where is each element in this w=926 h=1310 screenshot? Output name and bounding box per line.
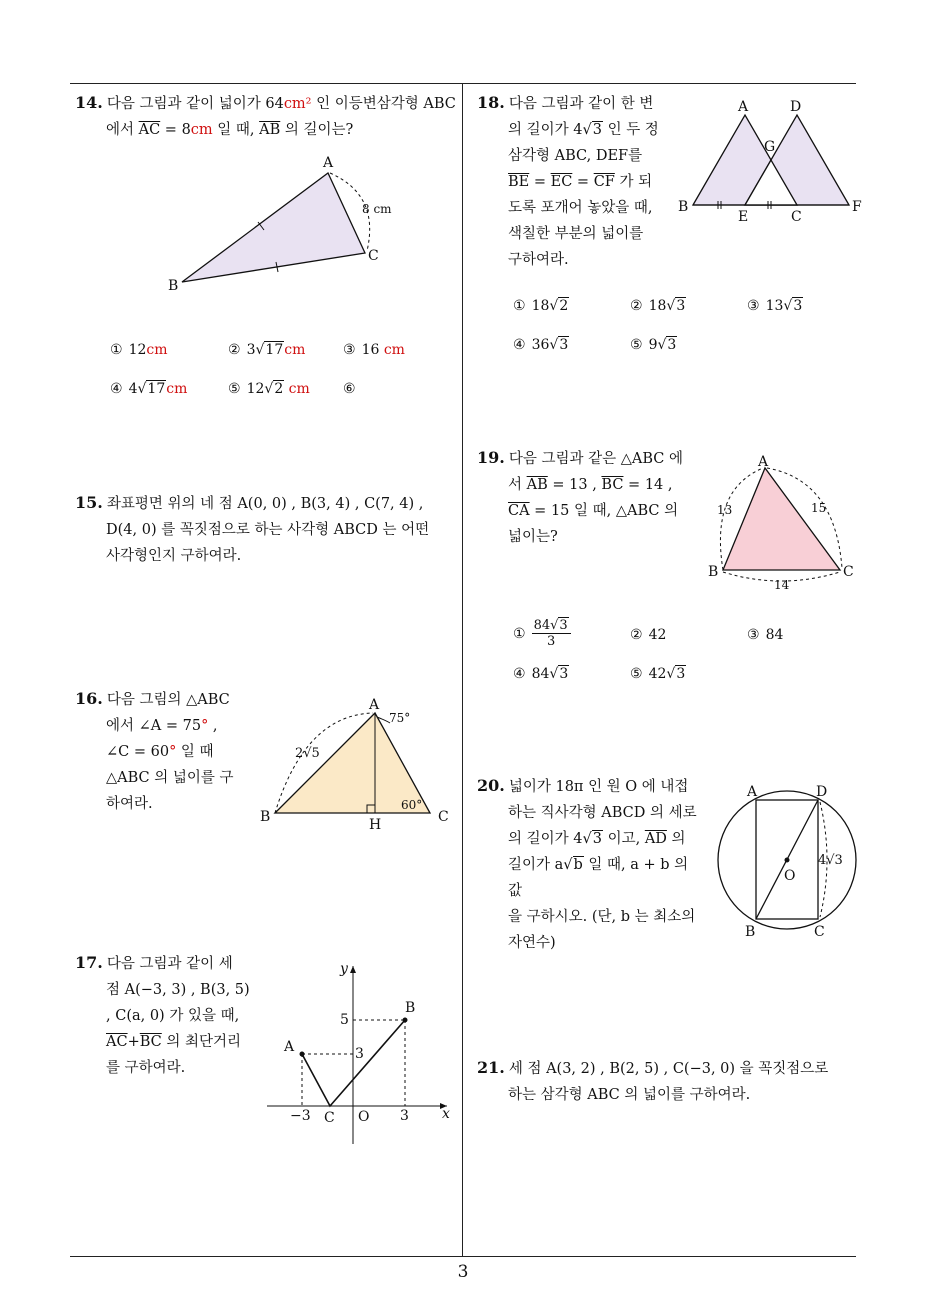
question-21: 21. 세 점 A(3, 2) , B(2, 5) , C(−3, 0) 을 꼭짓점으로 하는 삼각형 ABC 의 넓이를 구하여라. <box>477 1058 829 1103</box>
q14-figure <box>160 150 400 300</box>
svg-text:15: 15 <box>811 501 827 515</box>
question-18: 18. 다음 그림과 같이 한 변 의 길이가 4√3 인 두 정 삼각형 ABC, DEF를 $\overline{BE} = \overline{EC} = \overline{CF}$ 가 되 도록 포개어 놓았을 때, 색칠한 부분의 넓이를 구하여라. <box>477 93 659 268</box>
svg-text:G: G <box>764 139 776 155</box>
q14-choice-6[interactable]: ⑥ <box>343 381 356 397</box>
q14-choice-2[interactable]: ② 3√17cm <box>228 342 306 358</box>
q16-angle-c: 60° <box>401 798 423 812</box>
svg-text:A: A <box>758 454 769 470</box>
q14-choice-4[interactable]: ④ 4√17cm <box>110 381 188 397</box>
q18-choice-5[interactable]: ⑤ 9√3 <box>630 337 677 353</box>
q19-choice-2[interactable]: ② 42 <box>630 627 667 643</box>
svg-text:B: B <box>708 564 719 580</box>
svg-text:A: A <box>747 784 758 800</box>
page-number: 3 <box>457 1262 469 1282</box>
svg-text:C: C <box>843 564 854 580</box>
question-15: 15. 좌표평면 위의 네 점 A(0, 0) , B(3, 4) , C(7, 4) , D(4, 0) 를 꼭짓점으로 하는 사각형 ABCD 는 어떤 사각형인지 구하여라. <box>75 493 430 564</box>
q18-choice-3[interactable]: ③ 13√3 <box>747 298 803 314</box>
q14-side-label: 8 cm <box>362 202 392 216</box>
svg-text:x: x <box>442 1106 450 1122</box>
q14-choice-1[interactable]: ① 12cm <box>110 342 168 358</box>
question-19: 19. 다음 그림과 같은 △ABC 에 서 $\overline{AB} = 13$ , $\overline{BC} = 14$ , $\overline{CA} = 15$ 일 때, △ABC 의 넓이는? <box>477 448 683 545</box>
svg-text:4√3: 4√3 <box>818 853 843 868</box>
q14-label-b: B <box>168 278 179 294</box>
q16-label-c: C <box>438 809 449 825</box>
q16-angle-a: 75° <box>389 711 411 725</box>
question-17: 17. 다음 그림과 같이 세 점 A(−3, 3) , B(3, 5) , C(a, 0) 가 있을 때, $\overline{AC}+\overline{BC}$ 의 최단거리 를 구하여라. <box>75 953 250 1076</box>
svg-text:D: D <box>790 99 802 115</box>
svg-text:F: F <box>852 199 862 215</box>
svg-text:13: 13 <box>717 503 733 517</box>
svg-text:B: B <box>678 199 689 215</box>
column-divider <box>462 83 463 1257</box>
q16-label-b: B <box>260 809 271 825</box>
q16-label-h: H <box>369 817 382 833</box>
svg-text:14: 14 <box>774 578 790 592</box>
q19-choice-4[interactable]: ④ 84√3 <box>513 666 569 682</box>
question-16: 16. 다음 그림의 △ABC 에서 ∠A = 75° , ∠C = 60° 일 때 △ABC 의 넓이를 구 하여라. <box>75 689 234 812</box>
q16-figure <box>255 695 460 835</box>
q19-choice-1[interactable]: ① $\frac{84√3}{3}$ <box>513 618 571 649</box>
top-rule <box>70 83 856 84</box>
q16-label-a: A <box>369 697 380 713</box>
svg-text:B: B <box>405 1000 416 1016</box>
svg-text:C: C <box>791 209 802 225</box>
svg-text:5: 5 <box>340 1012 349 1028</box>
svg-text:O: O <box>358 1109 370 1125</box>
q14-label-a: A <box>323 155 334 171</box>
q18-choice-1[interactable]: ① 18√2 <box>513 298 569 314</box>
svg-text:3: 3 <box>355 1046 364 1062</box>
question-number: 14. <box>75 93 103 112</box>
question-20: 20. 넓이가 18π 인 원 O 에 내접 하는 직사각형 ABCD 의 세로 의 길이가 4√3 이고, $\overline{AD}$ 의 길이가 a√b 일 때, a + b 의 값 을 구하시오. (단, b 는 최소의 자연수) <box>477 776 697 951</box>
svg-text:C: C <box>814 924 825 940</box>
q18-choice-2[interactable]: ② 18√3 <box>630 298 686 314</box>
q14-label-c: C <box>368 248 379 264</box>
svg-text:−3: −3 <box>290 1108 311 1124</box>
svg-text:y: y <box>340 961 348 977</box>
svg-text:B: B <box>745 924 756 940</box>
q14-choice-3[interactable]: ③ 16 cm <box>343 342 405 358</box>
q18-figure <box>676 95 866 230</box>
svg-text:3: 3 <box>400 1108 409 1124</box>
svg-text:D: D <box>816 784 828 800</box>
q19-choice-5[interactable]: ⑤ 42√3 <box>630 666 686 682</box>
bottom-rule <box>70 1256 856 1257</box>
svg-text:A: A <box>284 1039 295 1055</box>
svg-text:O: O <box>784 868 796 884</box>
svg-text:E: E <box>738 209 749 225</box>
q14-choice-5[interactable]: ⑤ 12√2 cm <box>228 381 310 397</box>
question-14: 14. 다음 그림과 같이 넓이가 64cm² 인 이등변삼각형 ABC 에서 $\overline{AC} = 8cm$ 일 때, $\overline{AB}$ 의 길이는? <box>75 93 456 138</box>
q17-figure <box>262 958 457 1148</box>
q19-figure <box>705 450 865 600</box>
svg-text:C: C <box>324 1110 335 1126</box>
q20-figure <box>710 780 865 940</box>
svg-text:A: A <box>738 99 749 115</box>
q18-choice-4[interactable]: ④ 36√3 <box>513 337 569 353</box>
q19-choice-3[interactable]: ③ 84 <box>747 627 784 643</box>
q16-label-ab: 2√5 <box>295 746 320 761</box>
q14-triangle <box>182 173 365 282</box>
